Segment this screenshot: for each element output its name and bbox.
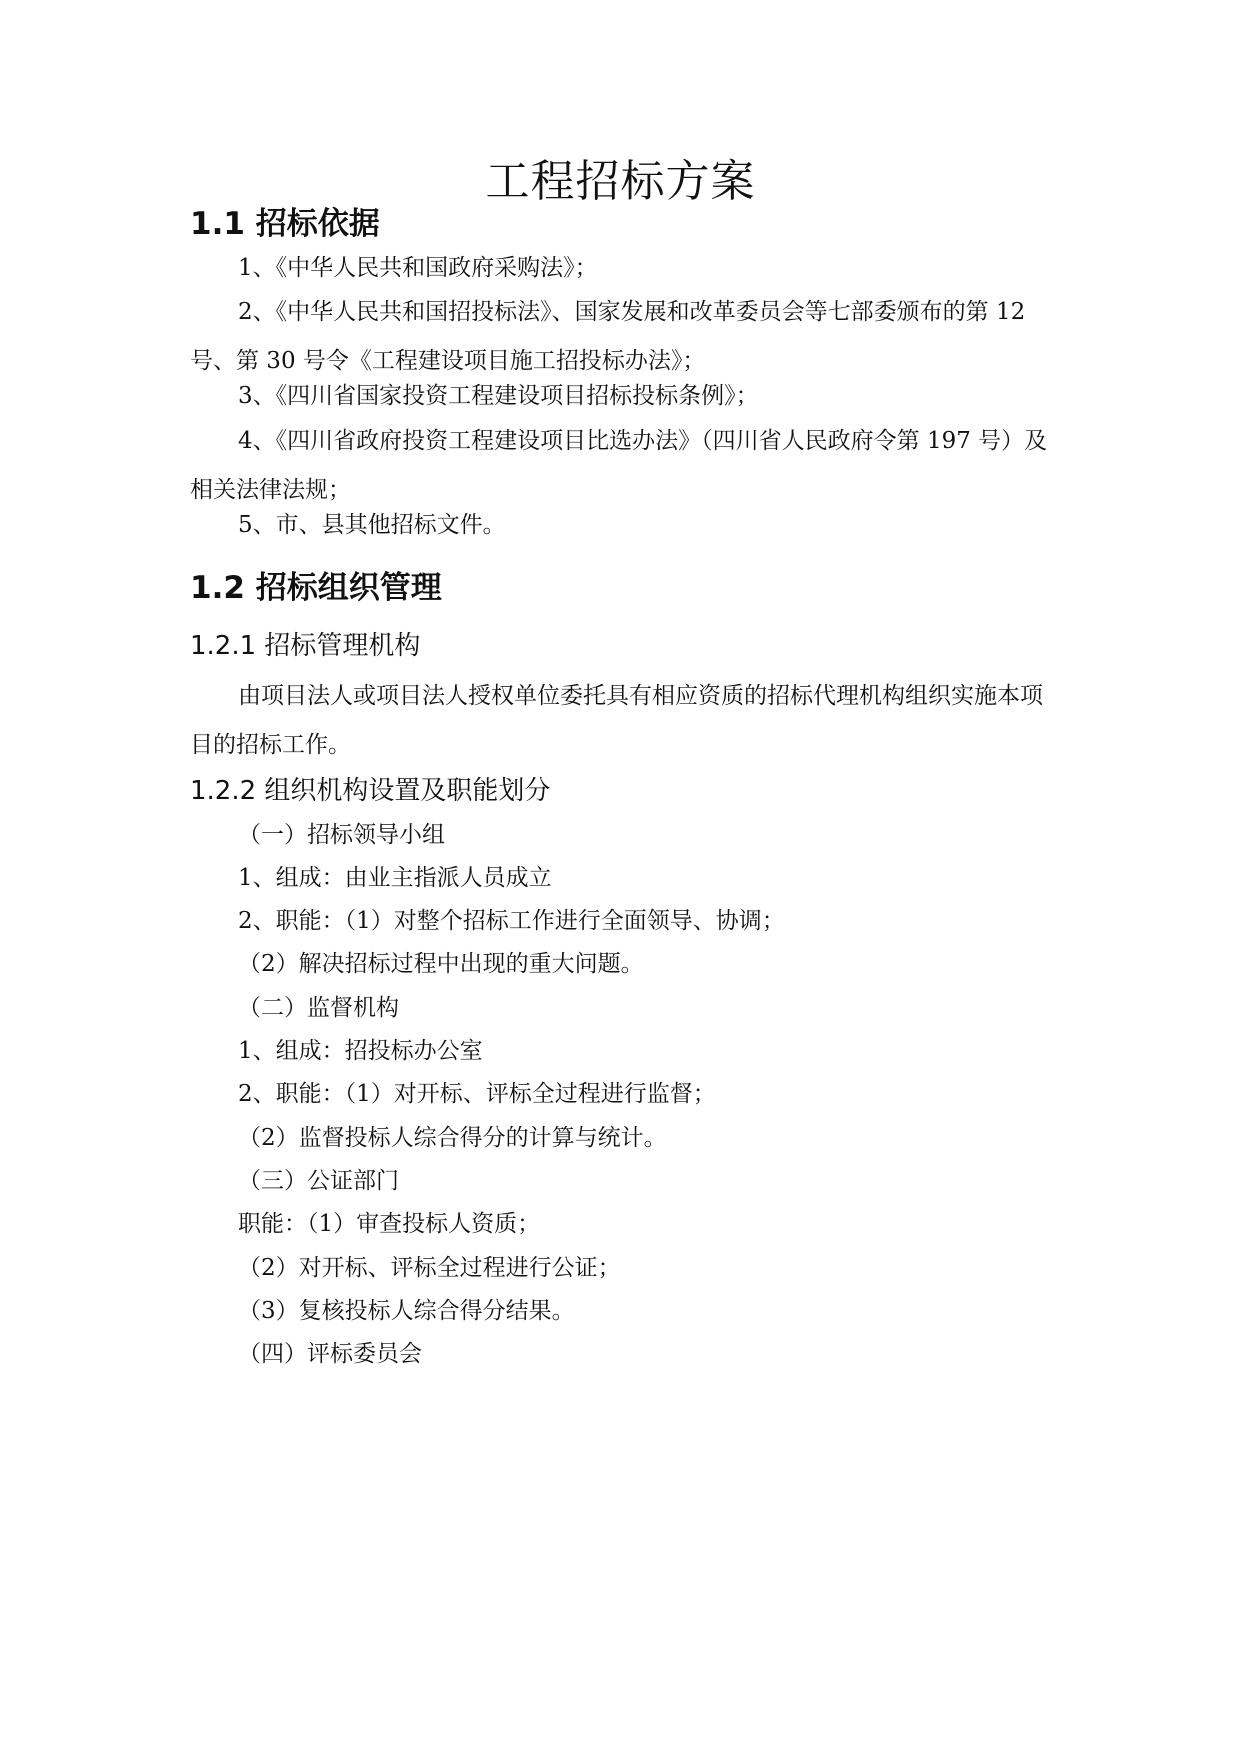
- org-line-2: 1、组成：由业主指派人员成立: [238, 865, 552, 891]
- org-line-7: 2、职能：（1）对开标、评标全过程进行监督；: [238, 1081, 716, 1107]
- org-line-3: 2、职能：（1）对整个招标工作进行全面领导、协调；: [238, 908, 785, 934]
- org-line-12: （3）复核投标人综合得分结果。: [238, 1298, 575, 1324]
- org-line-6: 1、组成：招投标办公室: [238, 1038, 483, 1064]
- org-line-9: （三）公证部门: [238, 1168, 399, 1194]
- org-line-1: （一）招标领导小组: [238, 822, 445, 848]
- subsection-heading-1-2-2: 1.2.2 组织机构设置及职能划分: [190, 776, 551, 806]
- basis-item-5: 5、市、县其他招标文件。: [238, 512, 506, 538]
- org-line-5: （二）监督机构: [238, 995, 399, 1021]
- section-heading-1-2: 1.2 招标组织管理: [190, 570, 442, 606]
- org-line-13: （四）评标委员会: [238, 1341, 422, 1367]
- org-line-8: （2）监督投标人综合得分的计算与统计。: [238, 1125, 667, 1151]
- basis-item-3: 3、《四川省国家投资工程建设项目招标投标条例》；: [238, 383, 759, 409]
- management-paragraph: 由项目法人或项目法人授权单位委托具有相应资质的招标代理机构组织实施本项目的招标工作。: [190, 683, 1043, 758]
- document-title: 工程招标方案: [485, 156, 756, 207]
- org-line-10: 职能：（1）审查投标人资质；: [238, 1211, 541, 1237]
- basis-item-4: 4、《四川省政府投资工程建设项目比选办法》（四川省人民政府令第 197 号）及相关法律法规；: [190, 428, 1048, 503]
- org-line-4: （2）解决招标过程中出现的重大问题。: [238, 951, 644, 977]
- basis-item-1: 1、《中华人民共和国政府采购法》；: [238, 255, 598, 281]
- org-line-11: （2）对开标、评标全过程进行公证；: [238, 1255, 621, 1281]
- basis-item-2: 2、《中华人民共和国招投标法》、国家发展和改革委员会等七部委颁布的第 12 号、第 30 号令《工程建设项目施工招投标办法》；: [190, 299, 1026, 374]
- subsection-heading-1-2-1: 1.2.1 招标管理机构: [190, 631, 421, 661]
- section-heading-1-1: 1.1 招标依据: [190, 206, 380, 242]
